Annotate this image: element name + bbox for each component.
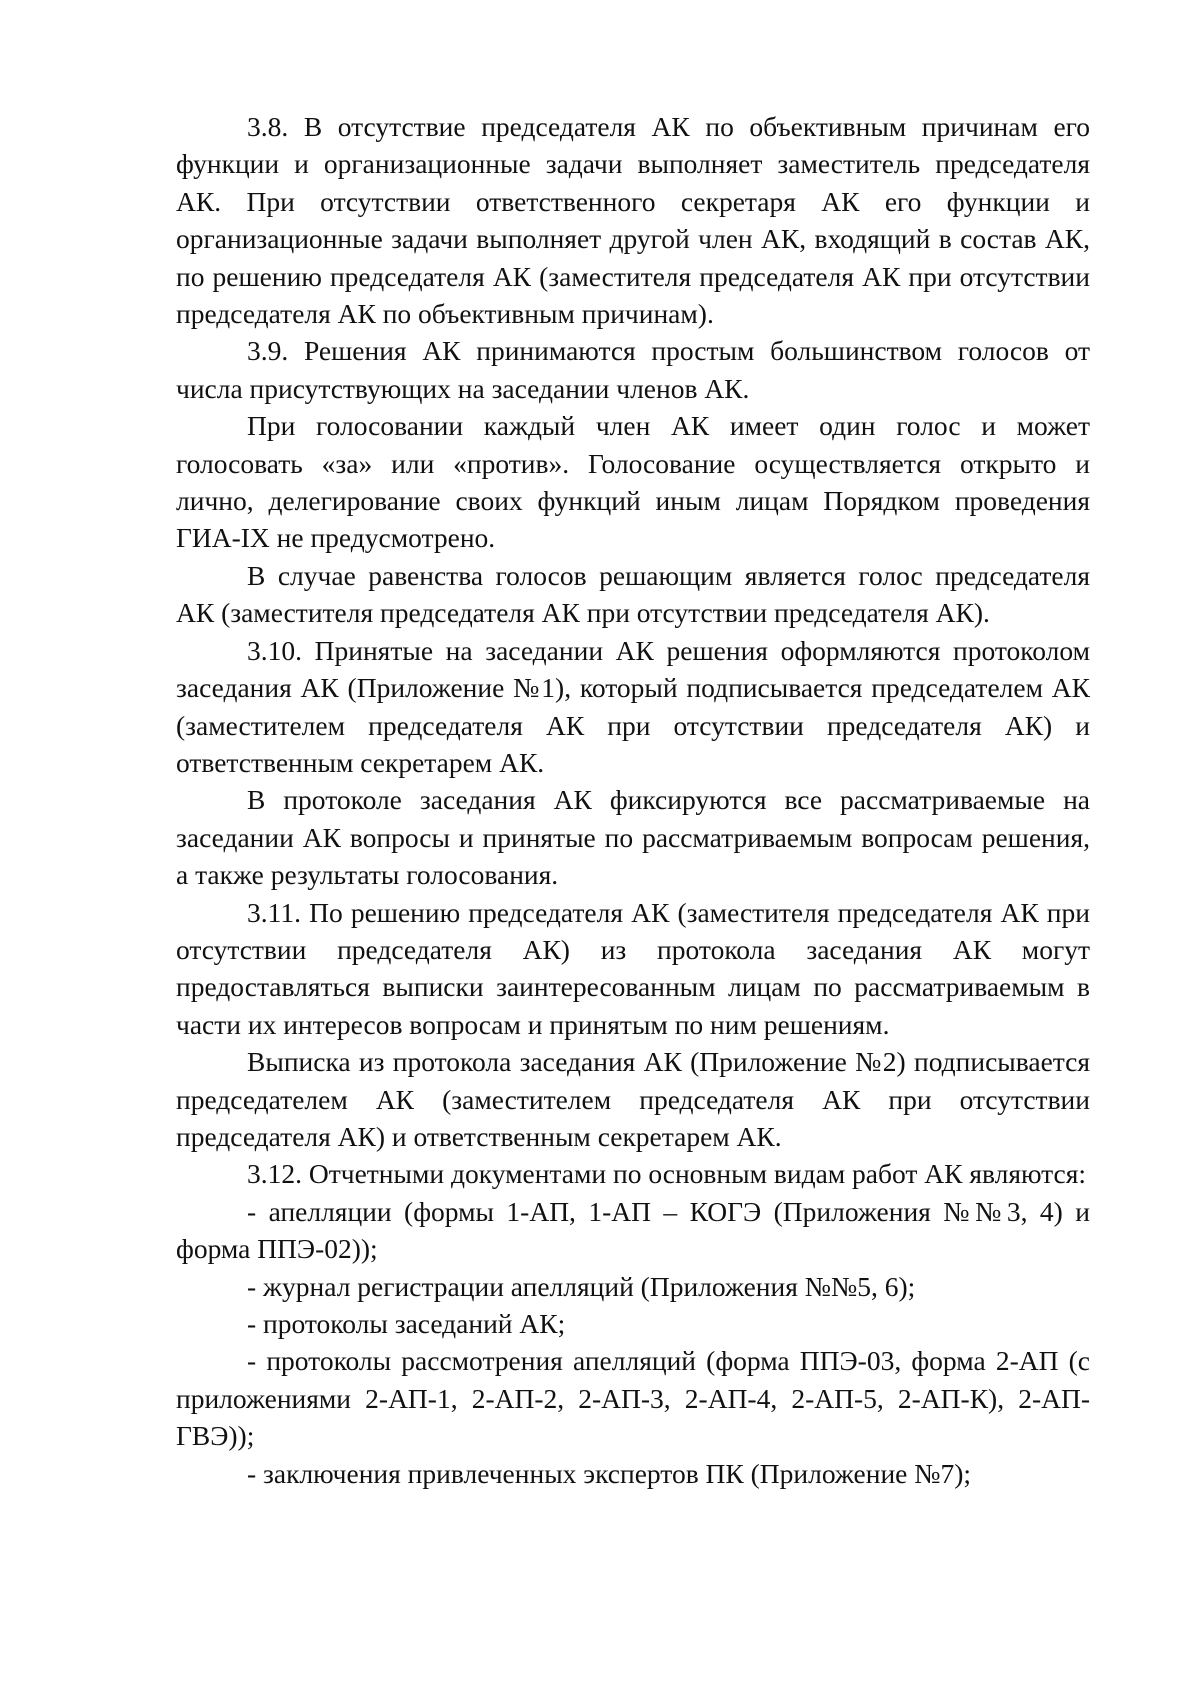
paragraph-tie: В случае равенства голосов решающим является голос председателя АК (заместителя председателя АК при отсутствии председателя АК). bbox=[176, 559, 1090, 629]
paragraph-protocol: В протоколе заседания АК фиксируются все рассматриваемые на заседании АК вопросы и принятые по рассматриваемым вопросам решения, а также результаты голосования. bbox=[176, 784, 1090, 891]
list-item-journal: - журнал регистрации апелляций (Приложения №№5, 6); bbox=[247, 1270, 916, 1302]
paragraph-extract: Выписка из протокола заседания АК (Приложение №2) подписывается председателем АК (заместителем председателя АК при отсутствии председателя АК) и ответственным секретарем АК. bbox=[176, 1046, 1090, 1152]
paragraph-3-12: 3.12. Отчетными документами по основным видам работ АК являются: bbox=[247, 1158, 1087, 1190]
list-item-expert-conclusions: - заключения привлеченных экспертов ПК (Приложение №7); bbox=[247, 1457, 972, 1489]
paragraph-voting: При голосовании каждый член АК имеет один голос и может голосовать «за» или «против». Голосование осуществляется открыто и лично, делегирование своих функций иным лицам Порядком проведения ГИА-IX не предусмотрено. bbox=[176, 410, 1090, 554]
paragraph-3-8: 3.8. В отсутствие председателя АК по объективным причинам его функции и организационные задачи выполняет заместитель председателя АК. При отсутствии ответственного секретаря АК его функции и организационные задачи выполняет другой член АК, входящий в состав АК, по решению председателя АК (заместителя председателя АК при отсутствии председателя АК по объективным причинам). bbox=[176, 111, 1090, 330]
list-item-appeals: - апелляции (формы 1-АП, 1-АП – КОГЭ (Приложения №№3, 4) и форма ППЭ-02)); bbox=[176, 1195, 1090, 1265]
document-page bbox=[176, 108, 1090, 1492]
list-item-appeal-protocols: - протоколы рассмотрения апелляций (форма ППЭ-03, форма 2-АП (с приложениями 2-АП-1, 2-АП-2, 2-АП-3, 2-АП-4, 2-АП-5, 2-АП-К), 2-АП-ГВЭ)); bbox=[176, 1345, 1090, 1452]
paragraph-3-10: 3.10. Принятые на заседании АК решения оформляются протоколом заседания АК (Приложение №1), который подписывается председателем АК (заместителем председателя АК при отсутствии председателя АК) и ответственным секретарем АК. bbox=[176, 634, 1090, 778]
paragraph-3-11: 3.11. По решению председателя АК (заместителя председателя АК при отсутствии председателя АК) из протокола заседания АК могут предоставляться выписки заинтересованным лицам по рассматриваемым в части их интересов вопросам и принятым по ним решениям. bbox=[176, 896, 1090, 1040]
paragraph-3-9: 3.9. Решения АК принимаются простым большинством голосов от числа присутствующих на заседании членов АК. bbox=[176, 335, 1090, 404]
list-item-protocols: - протоколы заседаний АК; bbox=[247, 1308, 566, 1339]
